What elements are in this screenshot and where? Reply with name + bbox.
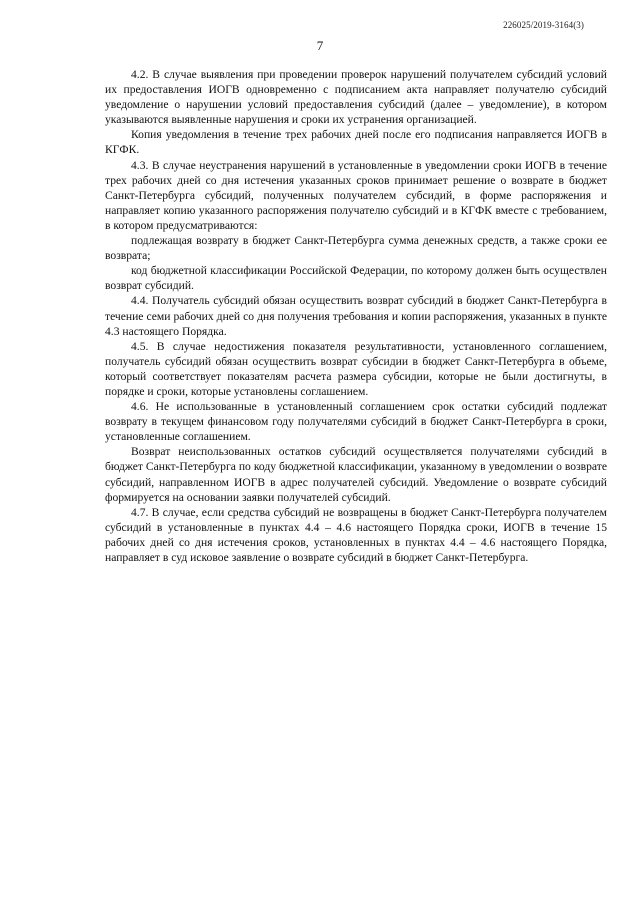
document-id: 226025/2019-3164(3) (503, 20, 584, 30)
paragraph-4-7: 4.7. В случае, если средства субсидий не возвращены в бюджет Санкт-Петербурга получателем субсидий в установленные в пунктах 4.4 – 4.6 настоящего Порядка сроки, ИОГВ в течение 15 рабочих дней со дня истечения сроков, установленных в пунктах 4.4 – 4.6 настоящего Порядка, направляет в суд исковое заявление о возврате субсидий в бюджет Санкт-Петербурга. (105, 505, 607, 564)
paragraph-notice-copy: Копия уведомления в течение трех рабочих дней после его подписания направляется ИОГВ в КГФК. (105, 128, 607, 157)
paragraph-4-6: 4.6. Не использованные в установленный соглашением срок остатки субсидий подлежат возврату в текущем финансовом году получателями субсидий в бюджет Санкт-Петербурга в сроки, установленные соглашением. (105, 400, 607, 444)
document-body (105, 67, 607, 565)
page-number: 7 (316, 38, 324, 53)
paragraph-4-5: 4.5. В случае недостижения показателя результативности, установленного соглашением, получатель субсидий обязан осуществить возврат субсидии в бюджет Санкт-Петербурга в объеме, который соответствует показателям расчета размера субсидии, которые не были достигнуты, в порядке и сроки, которые установлены соглашением. (105, 339, 607, 398)
paragraph-4-3: 4.3. В случае неустранения нарушений в установленные в уведомлении сроки ИОГВ в течение трех рабочих дней со дня истечения указанных сроков принимает решение о возврате в бюджет Санкт-Петербурга субсидий, полученных получателем субсидий, в форме распоряжения и направляет копию указанного распоряжения получателю субсидий и в КГФК вместе с требованием, в котором предусматриваются: (105, 158, 607, 232)
paragraph-refund-amount: подлежащая возврату в бюджет Санкт-Петербурга сумма денежных средств, а также сроки ее возврата; (105, 234, 607, 263)
paragraph-unused-remainder: Возврат неиспользованных остатков субсидий осуществляется получателями субсидий в бюджет Санкт-Петербурга по коду бюджетной классификации, указанному в уведомлении о возврате субсидий, направленном ИОГВ в адрес получателей субсидий. Уведомление о возврате субсидий формируется на основании заявки получателей субсидий. (105, 445, 607, 504)
paragraph-4-2: 4.2. В случае выявления при проведении проверок нарушений получателем субсидий условий их предоставления ИОГВ одновременно с подписанием акта направляет получателю субсидий уведомление о нарушении условий предоставления субсидий (далее – уведомление), в котором указываются выявленные нарушения и сроки их устранения организацией. (105, 68, 607, 127)
paragraph-budget-code: код бюджетной классификации Российской Федерации, по которому должен быть осуществлен возврат субсидий. (105, 264, 607, 293)
paragraph-4-4: 4.4. Получатель субсидий обязан осуществить возврат субсидий в бюджет Санкт-Петербурга в течение семи рабочих дней со дня получения требования и копии распоряжения, указанных в пункте 4.3 настоящего Порядка. (105, 294, 607, 338)
